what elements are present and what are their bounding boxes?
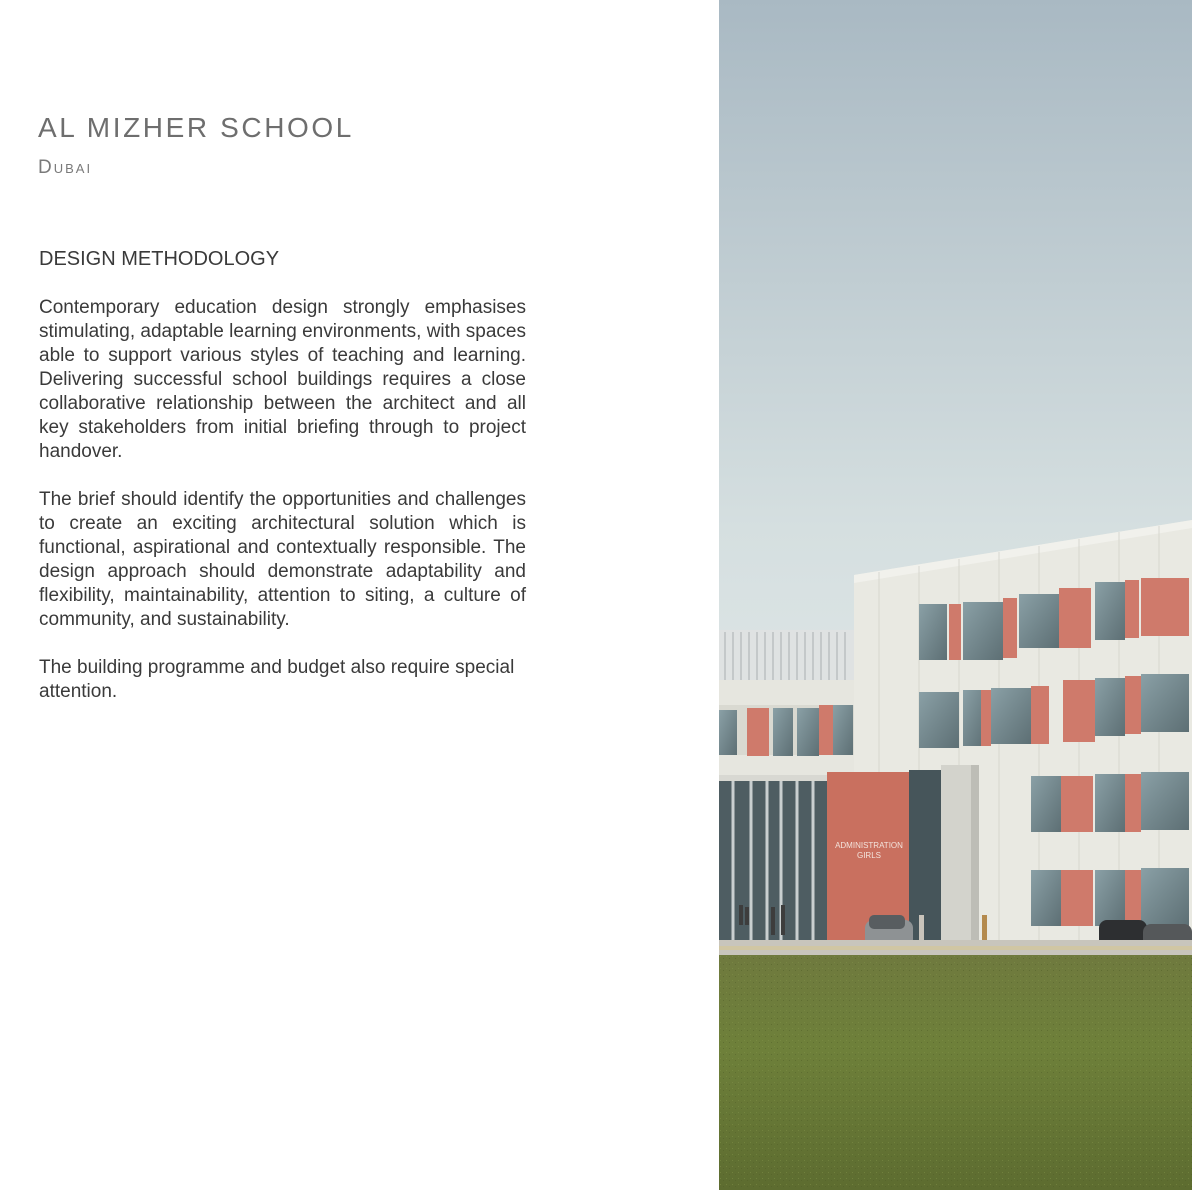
paragraph-line: The building programme and budget also require special [39,657,515,678]
paragraph [39,656,526,704]
administration-sign: ADMINISTRATION [835,841,903,850]
paragraph: Contemporary education design strongly emphasises stimulating, adaptable learning environments, with spaces able to support various styles of teaching and learning. Delivering successful school buildings requires a close collaborative relationship between the architect and all key stakeholders from initial briefing through to project handover. [39,297,526,462]
paragraph-line: attention. [39,681,118,702]
building-rendering [719,0,1192,1190]
body-text [39,296,526,704]
paragraph: The brief should identify the opportunities and challenges to create an exciting architectural solution which is functional, aspirational and contextually responsible. The design approach should demonstrate adaptability and flexibility, maintainability, attention to siting, a culture of community, and sustainability. [39,489,526,630]
project-title: AL MIZHER SCHOOL [38,112,354,143]
rooftop-screen [719,630,854,680]
section-heading: DESIGN METHODOLOGY [39,248,280,270]
school-rendering-image [719,0,1192,1190]
girls-sign: GIRLS [856,851,882,860]
project-location: Dubai [38,157,93,178]
